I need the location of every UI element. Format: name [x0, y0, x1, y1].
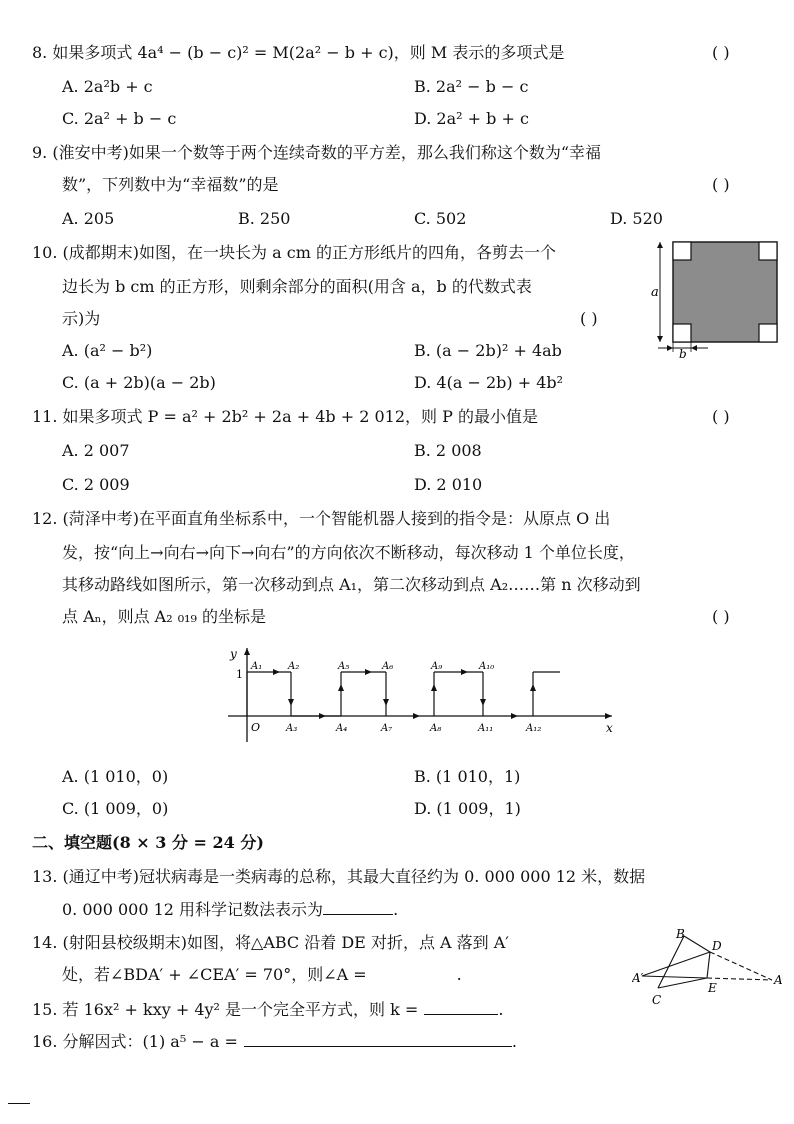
q10-line3: 示)为 — [62, 309, 101, 328]
q10-corner-cut-br — [759, 324, 777, 342]
q13-line2-row — [62, 898, 398, 921]
q12-option-b: B. (1 010，1) — [414, 767, 521, 786]
q12-point-a8: A₈ — [430, 723, 442, 734]
q8-stem: 8. 如果多项式 4a⁴ − (b − c)² = M(2a² − b + c)，则 M 表示的多项式是 — [32, 43, 565, 62]
q14-triangle-figure — [632, 926, 788, 1014]
q14-tail: . — [456, 965, 462, 984]
q8-option-b: B. 2a² − b − c — [414, 77, 529, 96]
q14-label-c: C — [652, 993, 662, 1007]
q15-tail: . — [498, 1000, 504, 1019]
q14-label-a-prime: A′ — [632, 971, 644, 985]
q10-corner-cut-tl — [673, 242, 691, 260]
q12-option-d: D. (1 009，1) — [414, 799, 521, 818]
q8-option-c: C. 2a² + b − c — [62, 109, 177, 128]
q12-one-label: 1 — [236, 668, 243, 681]
q12-option-c: C. (1 009，0) — [62, 799, 169, 818]
q13-tail: . — [393, 900, 399, 919]
q9-line2: 数”，下列数中为“幸福数”的是 — [62, 175, 279, 194]
q10-corner-cut-bl — [673, 324, 691, 342]
q9-line1: 9. (淮安中考)如果一个数等于两个连续奇数的平方差，那么我们称这个数为“幸福 — [32, 143, 602, 162]
q8-option-d: D. 2a² + b + c — [414, 109, 529, 128]
q10-option-a: A. (a² − b²) — [62, 341, 153, 360]
q12-point-a2: A₂ — [288, 661, 300, 672]
q10-answer-paren: ( ) — [580, 309, 598, 328]
q15-answer-blank[interactable] — [424, 998, 498, 1015]
q10-corner-cut-tr — [759, 242, 777, 260]
q12-point-a11: A₁₁ — [478, 723, 494, 734]
q16-row — [32, 1030, 517, 1053]
q12-x-label: x — [606, 721, 613, 735]
q16-answer-blank[interactable] — [244, 1030, 512, 1047]
q12-point-a12: A₁₂ — [526, 723, 542, 734]
page-footer-rule — [8, 1103, 30, 1104]
q14-line2: 处，若∠BDA′ + ∠CEA′ = 70°，则∠A = — [62, 965, 367, 984]
q9-option-b: B. 250 — [238, 209, 291, 228]
q13-line1: 13. (通辽中考)冠状病毒是一类病毒的总称，其最大直径约为 0. 000 000 12 米，数据 — [32, 867, 646, 886]
q11-option-d: D. 2 010 — [414, 475, 483, 494]
q13-answer-blank[interactable] — [323, 898, 393, 915]
q14-label-b: B — [676, 927, 685, 941]
q12-point-a5: A₅ — [338, 661, 350, 672]
q12-point-a10: A₁₀ — [479, 661, 495, 672]
q10-option-d: D. 4(a − 2b) + 4b² — [414, 373, 564, 392]
q10-label-b: b — [679, 347, 687, 360]
q14-label-e: E — [708, 981, 717, 995]
q13-line2: 0. 000 000 12 用科学记数法表示为 — [62, 900, 324, 919]
q14-label-d: D — [712, 939, 722, 953]
q14-label-a: A — [774, 973, 783, 987]
q12-point-a1: A₁ — [251, 661, 263, 672]
section2-title: 二、填空题(8 × 3 分 = 24 分) — [32, 833, 264, 852]
q12-point-a9: A₉ — [431, 661, 443, 672]
q12-y-label: y — [230, 647, 237, 661]
q12-point-a7: A₇ — [381, 723, 393, 734]
q12-point-a4: A₄ — [336, 723, 348, 734]
q11-option-a: A. 2 007 — [62, 441, 130, 460]
q9-option-c: C. 502 — [414, 209, 467, 228]
q12-path-figure — [220, 642, 620, 746]
q10-option-c: C. (a + 2b)(a − 2b) — [62, 373, 216, 392]
q11-option-c: C. 2 009 — [62, 475, 130, 494]
q8-answer-paren: ( ) — [712, 43, 730, 62]
q14-line2-row — [62, 964, 462, 986]
q9-option-d: D. 520 — [610, 209, 663, 228]
q12-option-a: A. (1 010，0) — [62, 767, 169, 786]
q12-line2: 发，按“向上→向右→向下→向右”的方向依次不断移动，每次移动 1 个单位长度， — [62, 543, 635, 562]
q14-line1: 14. (射阳县校级期末)如图，将△ABC 沿着 DE 对折，点 A 落到 A′ — [32, 933, 509, 952]
q11-stem: 11. 如果多项式 P = a² + 2b² + 2a + 4b + 2 012，则 P 的最小值是 — [32, 407, 538, 426]
q16-tail: . — [511, 1032, 517, 1051]
q12-line3: 其移动路线如图所示，第一次移动到点 A₁，第二次移动到点 A₂……第 n 次移动到 — [62, 575, 641, 594]
q14-answer-blank[interactable] — [367, 964, 457, 980]
q9-answer-paren: ( ) — [712, 175, 730, 194]
q10-line1: 10. (成都期末)如图，在一块长为 a cm 的正方形纸片的四角，各剪去一个 — [32, 243, 556, 262]
q16-stem: 16. 分解因式：(1) a⁵ − a = — [32, 1032, 238, 1051]
q15-stem: 15. 若 16x² + kxy + 4y² 是一个完全平方式，则 k = — [32, 1000, 419, 1019]
q11-option-b: B. 2 008 — [414, 441, 482, 460]
q10-line2: 边长为 b cm 的正方形，则剩余部分的面积(用含 a，b 的代数式表 — [62, 277, 532, 296]
q12-point-a3: A₃ — [286, 723, 298, 734]
q10-square-figure — [648, 236, 784, 360]
q12-origin-label: O — [251, 721, 261, 734]
q10-option-b: B. (a − 2b)² + 4ab — [414, 341, 562, 360]
q12-answer-paren: ( ) — [712, 607, 730, 626]
q12-line4: 点 Aₙ，则点 A₂ ₀₁₉ 的坐标是 — [62, 607, 267, 626]
q8-option-a: A. 2a²b + c — [62, 77, 153, 96]
q15-row — [32, 998, 503, 1021]
q9-option-a: A. 205 — [62, 209, 115, 228]
q12-point-a6: A₆ — [382, 661, 394, 672]
q11-answer-paren: ( ) — [712, 407, 730, 426]
q10-label-a: a — [651, 285, 659, 300]
q12-line1: 12. (菏泽中考)在平面直角坐标系中，一个智能机器人接到的指令是：从原点 O 出 — [32, 509, 611, 528]
